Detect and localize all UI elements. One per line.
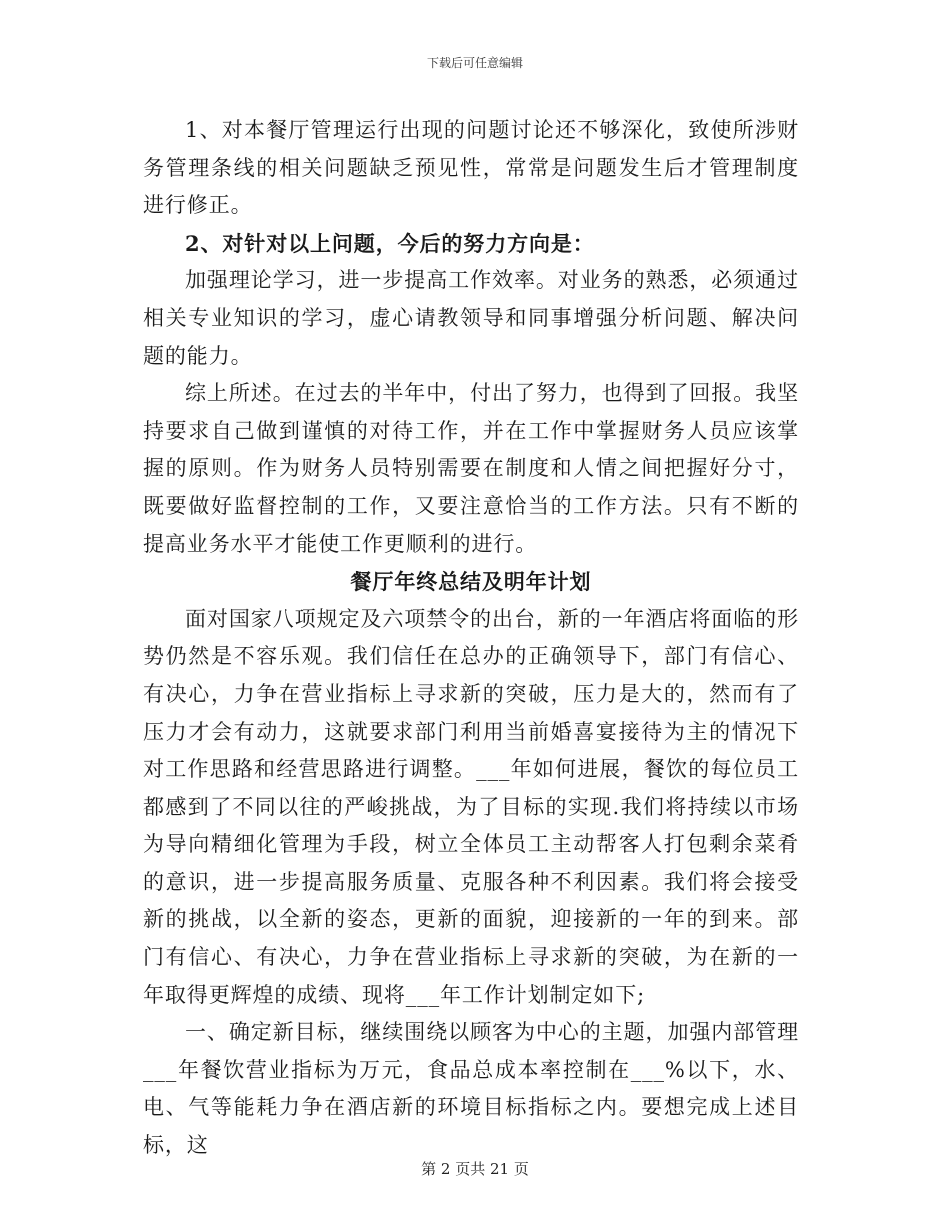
- document-body: [143, 112, 799, 1165]
- paragraph-section-intro: 面对国家八项规定及六项禁令的出台，新的一年酒店将面临的形势仍然是不容乐观。我们信任在总办的正确领导下，部门有信心、有决心，力争在营业指标上寻求新的突破，压力是大的，然而有了压力才会有动力，这就要求部门利用当前婚喜宴接待为主的情况下对工作思路和经营思路进行调整。___年如何进展，餐饮的每位员工都感到了不同以往的严峻挑战，为了目标的实现.我们将持续以市场为导向精细化管理为手段，树立全体员工主动帮客人打包剩余菜肴的意识，进一步提高服务质量、克服各种不利因素。我们将会接受新的挑战，以全新的姿态，更新的面貌，迎接新的一年的到来。部门有信心、有决心，力争在营业指标上寻求新的突破，为在新的一年取得更辉煌的成绩、现将___年工作计划制定如下;: [143, 606, 799, 1007]
- paragraph-summary: 综上所述。在过去的半年中，付出了努力，也得到了回报。我坚持要求自己做到谨慎的对待工作，并在工作中掌握财务人员应该掌握的原则。作为财务人员特别需要在制度和人情之间把握好分寸，既要做好监督控制的工作，又要注意恰当的工作方法。只有不断的提高业务水平才能使工作更顺利的进行。: [143, 381, 799, 556]
- paragraph-new-goals: 一、确定新目标，继续围绕以顾客为中心的主题，加强内部管理___年餐饮营业指标为万元，食品总成本率控制在___%以下，水、电、气等能耗力争在酒店新的环境目标指标之内。要想完成上述目标，这: [143, 1020, 799, 1158]
- paragraph-issue-2-heading: 2、对针对以上问题，今后的努力方向是：: [185, 230, 595, 256]
- paragraph-improvement: 加强理论学习，进一步提高工作效率。对业务的熟悉，必须通过相关专业知识的学习，虚心请教领导和同事增强分析问题、解决问题的能力。: [143, 268, 799, 368]
- page-header: 下载后可任意编辑: [426, 56, 523, 70]
- paragraph-issue-1: 1、对本餐厅管理运行出现的问题讨论还不够深化，致使所涉财务管理条线的相关问题缺乏预见性，常常是问题发生后才管理制度进行修正。: [143, 118, 799, 218]
- section-title: 餐厅年终总结及明年计划: [350, 569, 592, 595]
- page-footer: 第 2 页共 21 页: [421, 1160, 529, 1178]
